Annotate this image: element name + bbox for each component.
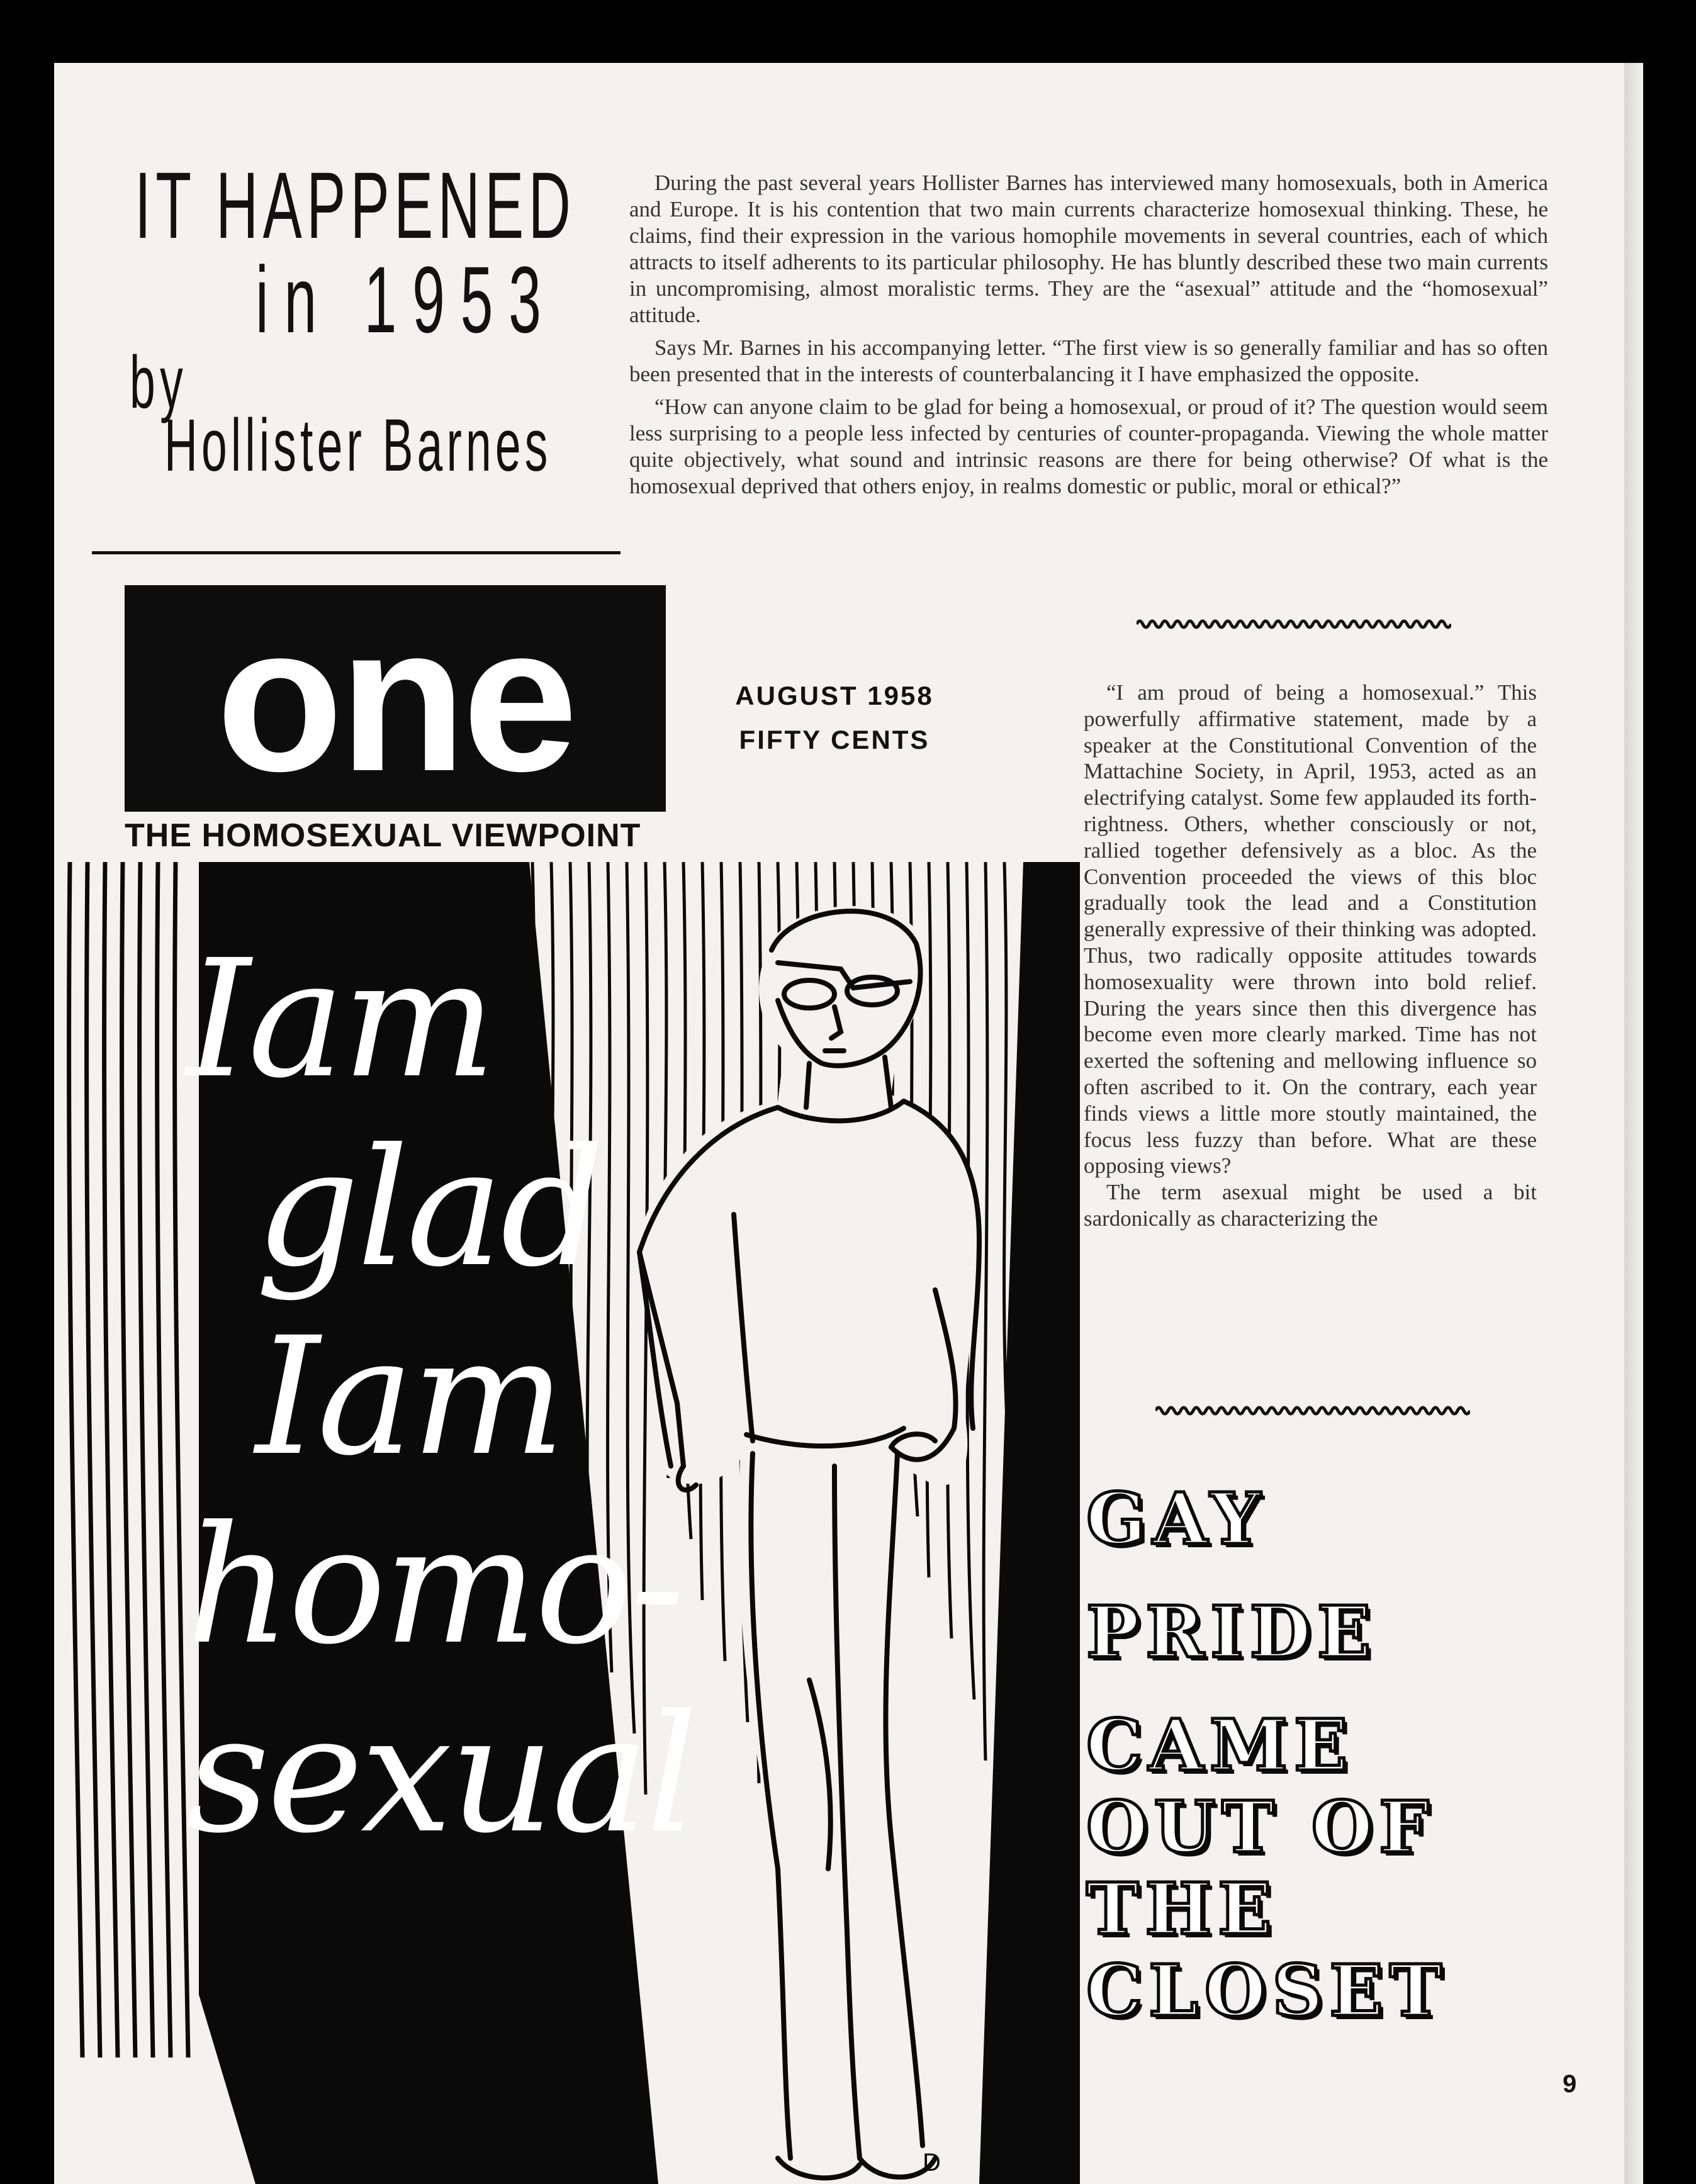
headline-line-2: glad (256, 1114, 602, 1302)
pride-line-4: OUT OF (1086, 1786, 1435, 1869)
title-divider (92, 551, 621, 554)
hatch-line (69, 862, 82, 2058)
intro-text (629, 170, 1548, 506)
cover-headline (186, 925, 702, 1869)
cover-tagline: THE HOMOSEXUAL VIEWPOINT (125, 817, 641, 854)
headline-line-1: Iam (186, 925, 494, 1114)
pride-line-6: CLOSET (1086, 1950, 1449, 2032)
page-edge-shadow (1624, 63, 1643, 2184)
hatch-line (984, 862, 987, 1761)
hatch-lines-left (69, 862, 188, 2058)
title-line-1: IT HAPPENED (135, 152, 576, 258)
pride-line-1: GAY (1086, 1478, 1267, 1560)
byline-prefix: by (130, 341, 188, 424)
article-column (1084, 680, 1537, 1232)
intro-paragraph: “How can anyone claim to be glad for being a homosexual, or proud of it? The question would seem less surprising to a people less infected by centuries of counter-propaganda. Viewing the whole matter quite objectively, what sound and intrinsic reasons are there for being otherwise? Of what is the homosexual deprived that others enjoy, in realms domestic or public, moral or ethical?” (629, 395, 1548, 498)
issue-date: AUGUST 1958 (735, 681, 934, 710)
magazine-page (54, 63, 1643, 2184)
hatch-line (104, 862, 118, 2058)
column-paragraph: The term asexual might be used a bit sardonically as characterizing the (1084, 1180, 1537, 1231)
headline-line-4: homo- (186, 1491, 683, 1680)
artist-initial: D (923, 2149, 941, 2176)
wavy-divider-top (1137, 617, 1451, 632)
pride-line-3: CAME (1086, 1705, 1354, 1787)
title-line-2: in 1953 (256, 247, 557, 352)
intro-paragraph: During the past several years Hollister Barnes has interviewed many homosexuals, both in America and Europe. It is his contention that two main currents characterize homosexual thinking. These, he claims, find their expression in the various homophile movements in several countries, each of which attracts to itself adherents to its particular philosophy. He has bluntly described these two main currents in uncompromising, almost moralistic terms. They are the “asexual” attitude and the “homosexual” attitude. (629, 171, 1548, 327)
hatch-line (140, 862, 153, 2058)
hatch-line (157, 862, 171, 2058)
pride-line-5: THE (1086, 1868, 1278, 1951)
page-number: 9 (1563, 2070, 1577, 2098)
issue-price: FIFTY CENTS (739, 725, 930, 754)
hatch-line (87, 862, 100, 2058)
magazine-cover (54, 582, 1080, 2184)
author-name: Hollister Barnes (164, 404, 552, 487)
hatch-line (122, 862, 135, 2058)
illustration-right-black-panel (979, 862, 1080, 2184)
intro-paragraph: Says Mr. Barnes in his accompanying letter. “The first view is so generally familiar and has so often been presented that in the interests of counterbalancing it I have emphasized the opposite. (629, 335, 1548, 386)
masthead-box (125, 582, 666, 814)
headline-line-3: Iam (256, 1302, 563, 1491)
pride-line-2: PRIDE (1086, 1591, 1378, 1674)
wavy-divider-bottom (1155, 1403, 1470, 1418)
headline-line-5: sexual (186, 1680, 696, 1869)
gay-pride-headline (1086, 1479, 1590, 2032)
column-paragraph: “I am proud of being a homosexual.” This powerfully affirmative statement, made by a speaker at the Constitutional Convention of the Mattachine Society, in April, 1953, acted as an electrifying catalyst. Some few applauded its forth-rightness. Others, whether consciously or not, rallied together defensively as a bloc. As the Convention proceeded the views of this bloc gradually took the lead and a Constitution generally expressive of their thinking was adopted. Thus, two radically opposite attitudes towards homosexuality were thrown into bold relief. During the years since then this divergence has become even more clearly marked. Time has not exerted the softening and mellowing influence so often ascribed to it. On the contrary, each year finds views a little more stoutly maintained, the focus less fuzzy than before. What are these opposing views? (1084, 680, 1537, 1179)
masthead-logo: one (216, 582, 575, 814)
